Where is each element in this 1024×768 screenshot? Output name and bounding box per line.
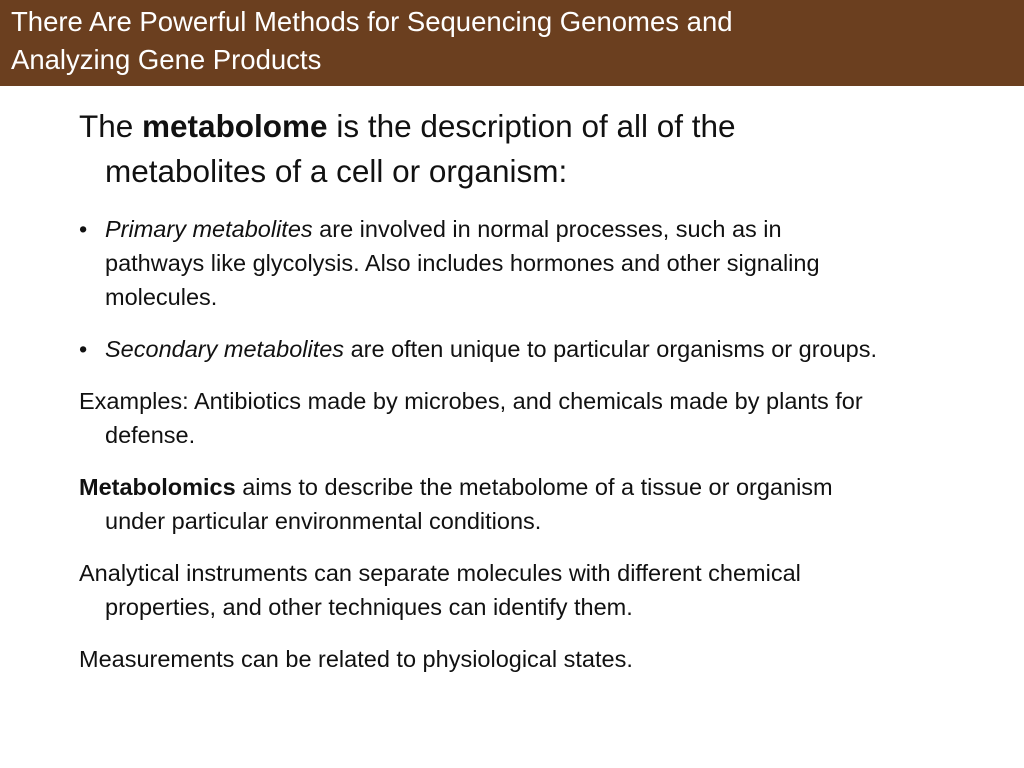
intro-term: metabolome <box>142 108 328 144</box>
metabolomics-term: Metabolomics <box>79 474 236 500</box>
bullet-primary-metabolites <box>79 212 879 314</box>
slide-content <box>79 104 879 694</box>
intro-post: is the description of all of the metabolites of a cell or organism: <box>105 108 736 189</box>
bullet-secondary-term: Secondary metabolites <box>105 336 345 362</box>
bullet-primary-term: Primary metabolites <box>105 216 313 242</box>
measurements-paragraph: Measurements can be related to physiological states. <box>79 646 633 672</box>
bullet-icon: • <box>79 336 88 362</box>
metabolomics-paragraph <box>79 470 879 538</box>
bullet-secondary-metabolites <box>79 332 879 366</box>
instruments-paragraph: Analytical instruments can separate molecules with different chemical properties, and other techniques can identify them. <box>79 560 801 620</box>
examples-paragraph: Examples: Antibiotics made by microbes, and chemicals made by plants for defense. <box>79 388 863 448</box>
bullet-primary-text: are involved in normal processes, such as in pathways like glycolysis. Also includes hormones and other signaling molecules. <box>105 216 820 310</box>
slide-title <box>11 3 1024 79</box>
bullet-icon: • <box>79 216 88 242</box>
slide-title-bar <box>0 0 1024 86</box>
metabolomics-text: aims to describe the metabolome of a tissue or organism under particular environmental conditions. <box>105 474 833 534</box>
intro-pre: The <box>79 108 143 144</box>
slide-title-line-1: There Are Powerful Methods for Sequencing Genomes and <box>11 6 733 37</box>
bullet-secondary-text: are often unique to particular organisms or groups. <box>344 336 878 362</box>
slide-title-line-2: Analyzing Gene Products <box>11 44 322 75</box>
intro-paragraph <box>79 104 879 194</box>
